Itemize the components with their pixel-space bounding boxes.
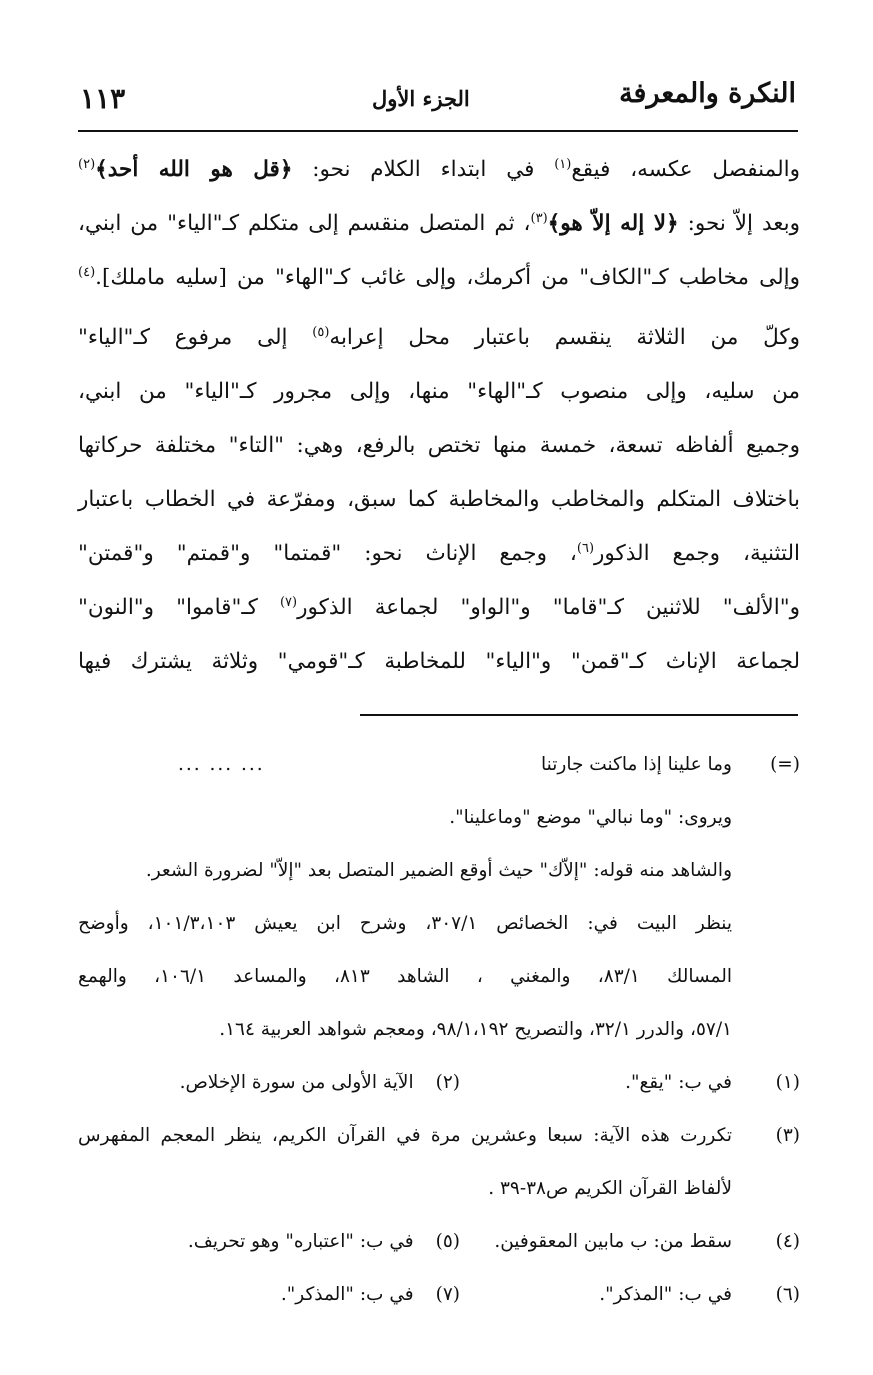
- footnote-number: (٤): [775, 1231, 800, 1252]
- footnote-number: (٥): [435, 1231, 460, 1252]
- footnote-ref: (٥): [312, 324, 330, 340]
- footnote-text: سقط من: ب مابين المعقوفين.: [494, 1231, 732, 1252]
- footnote-separator: [360, 714, 798, 716]
- verse-hemistich: وما علينا إذا ماكنت جارتنا: [541, 754, 732, 775]
- footnote-row: [78, 1215, 800, 1268]
- footnote-number: (١): [775, 1072, 800, 1093]
- footnote-row: [78, 1268, 800, 1321]
- page-header: [80, 72, 796, 132]
- text-line: وبعد إلاّ نحو: ﴿لا إله إلاّ هو﴾$^{(٣)}$، ثم المتصل منقسم إلى متكلم كـ"الياء" من ابني،: [78, 210, 800, 236]
- footnote-number: (٢): [435, 1072, 460, 1093]
- footnote-line: لألفاظ القرآن الكريم ص٣٨-٣٩ .: [488, 1178, 732, 1199]
- footnote-line: ويروى: "وما نبالي" موضع "وماعلينا".: [449, 807, 732, 828]
- footnote-number: (٦): [775, 1284, 800, 1305]
- footnotes: [78, 738, 800, 1321]
- footnote-number: (٣): [775, 1125, 800, 1146]
- verse-ellipsis: ... ... ...: [178, 754, 265, 775]
- text-line: باختلاف المتكلم والمخاطب والمخاطبة كما سبق، ومفرّعة في الخطاب باعتبار: [78, 487, 800, 512]
- footnote-ref: (١): [554, 156, 572, 172]
- footnote-ref: (٣): [530, 210, 548, 226]
- footnote-col2: [180, 1056, 460, 1109]
- footnote-col2: [188, 1215, 460, 1268]
- footnote-line: والشاهد منه قوله: "إلاّك" حيث أوقع الضمير المتصل بعد "إلاّ" لضرورة الشعر.: [145, 860, 732, 881]
- footnote-row: [78, 1056, 800, 1109]
- footnote-text: تكررت هذه الآية: سبعا وعشرين مرة في القرآن الكريم، ينظر المعجم المفهرس: [78, 1125, 732, 1146]
- part-title: الجزء الأول: [372, 86, 470, 111]
- footnote-number: (٧): [435, 1284, 460, 1305]
- text-line: والمنفصل عكسه، فيقع$^{(١)}$ في ابتداء الكلام نحو: ﴿قل هو الله أحد﴾$^{(٢)}$: [78, 156, 801, 182]
- footnote-ref: (٢): [78, 156, 96, 172]
- footnote-text: في ب: "اعتباره" وهو تحريف.: [187, 1231, 414, 1252]
- header-rule: [78, 130, 798, 132]
- text-line: وإلى مخاطب كـ"الكاف" من أكرمك، وإلى غائب كـ"الهاء" من [سليه ماملك].$^{(٤)}$: [78, 264, 800, 290]
- footnote-line: ينظر البيت في: الخصائص ٣٠٧/١، وشرح ابن يعيش ١٠١/٣،١٠٣، وأوضح: [78, 913, 732, 934]
- main-text: [78, 143, 800, 689]
- footnote-ref: (٧): [279, 594, 298, 610]
- footnote-line: المسالك ٨٣/١، والمغني ، الشاهد ٨١٣، والمساعد ١٠٦/١، والهمع: [78, 966, 732, 987]
- footnote-text: في ب: "يقع".: [625, 1072, 732, 1093]
- footnote-number: (=): [770, 754, 800, 775]
- text-line: التثنية، وجمع الذكور$^{(٦)}$، وجمع الإناث نحو: "قمتما" و"قمتم" و"قمتن": [78, 540, 800, 566]
- footnote-ref: (٦): [576, 540, 595, 556]
- quran-quote: ﴿لا إله إلاّ هو﴾: [547, 211, 679, 236]
- text-line: وكلّ من الثلاثة ينقسم باعتبار محل إعرابه$^{(٥)}$ إلى مرفوع كـ"الياء": [78, 324, 800, 350]
- text-line: وجميع ألفاظه تسعة، خمسة منها تختص بالرفع، وهي: "التاء" مختلفة حركاتها: [78, 433, 800, 458]
- text-line: من سليه، وإلى منصوب كـ"الهاء" منها، وإلى مجرور كـ"الياء" من ابني،: [78, 379, 800, 404]
- footnote-text: الآية الأولى من سورة الإخلاص.: [179, 1072, 414, 1093]
- quran-quote: ﴿قل هو الله أحد﴾: [95, 157, 293, 182]
- footnote-ref: (٤): [78, 264, 96, 280]
- footnote-text: في ب: "المذكر".: [280, 1284, 414, 1305]
- footnote-line: ٥٧/١، والدرر ٣٢/١، والتصريح ٩٨/١،١٩٢، ومعجم شواهد العربية ١٦٤.: [219, 1019, 732, 1040]
- footnote-col2: [281, 1268, 460, 1321]
- footnote-row: [78, 1109, 800, 1162]
- footnote-verse: [78, 738, 800, 791]
- text-line: و"الألف" للاثنين كـ"قاما" و"الواو" لجماعة الذكور$^{(٧)}$ كـ"قاموا" و"النون": [78, 594, 800, 620]
- footnote-text: في ب: "المذكر".: [599, 1284, 732, 1305]
- chapter-title: النكرة والمعرفة: [619, 78, 796, 109]
- text-line: لجماعة الإناث كـ"قمن" و"الياء" للمخاطبة كـ"قومي" وثلاثة يشترك فيها: [78, 649, 800, 674]
- page-number: ١١٣: [80, 82, 126, 115]
